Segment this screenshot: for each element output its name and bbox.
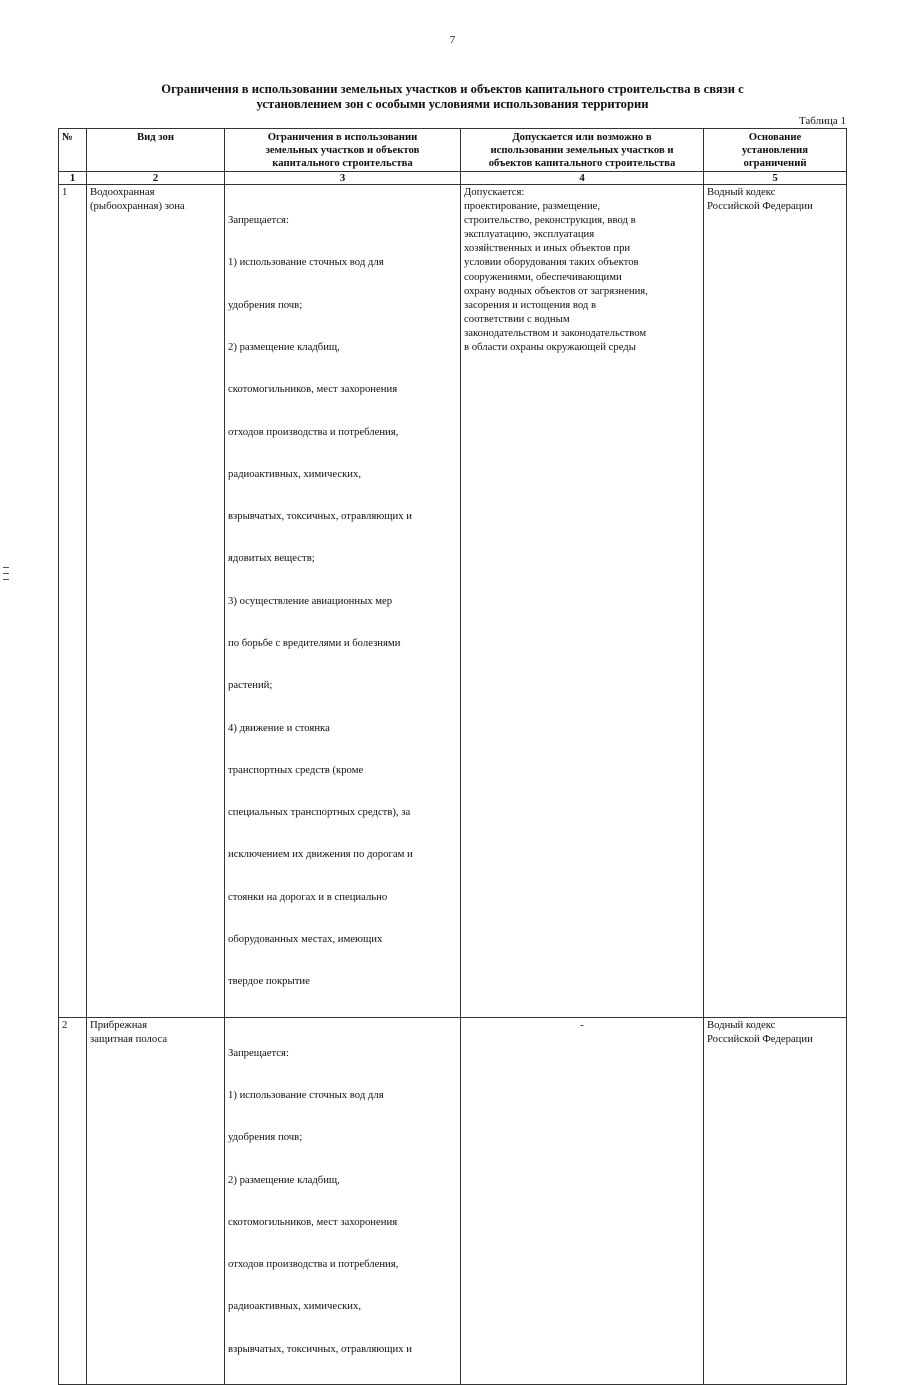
cell-line: сооружениями, обеспечивающими xyxy=(464,270,622,283)
header-restrictions xyxy=(225,129,461,172)
cell-line: Водный кодекс xyxy=(707,1018,776,1031)
cell-line: исключением их движения по дорогам и xyxy=(228,848,413,861)
header-line: ограничений xyxy=(743,157,807,169)
cell-line: 2) размещение кладбищ, xyxy=(228,341,340,354)
header-line: использовании земельных участков и xyxy=(490,144,674,156)
cell-line: Запрещается: xyxy=(228,214,289,227)
header-allowed xyxy=(461,129,704,172)
cell-line: законодательством и законодательством xyxy=(464,326,647,339)
cell-line: хозяйственных и иных объектов при xyxy=(464,242,631,255)
document-title xyxy=(40,82,865,112)
cell-line: скотомогильников, мест захоронения xyxy=(228,1215,398,1228)
cell-line: Водный кодекс xyxy=(707,186,776,198)
cell-line: проектирование, размещение, xyxy=(464,200,601,213)
cell-line: условии оборудования таких объектов xyxy=(464,256,639,269)
table-row xyxy=(59,1017,847,1384)
cell-line: растений; xyxy=(228,679,273,692)
cell-line: соответствии с водным xyxy=(464,312,570,325)
zone-type-cell xyxy=(87,185,225,1018)
cell-line: защитная полоса xyxy=(90,1032,168,1045)
basis-cell xyxy=(704,185,847,1018)
cell-line: взрывчатых, токсичных, отравляющих и xyxy=(228,510,412,523)
cell-line: 2) размещение кладбищ, xyxy=(228,1173,340,1186)
cell-line: удобрения почв; xyxy=(228,298,303,311)
row-number: 2 xyxy=(59,1017,87,1384)
cell-line: эксплуатацию, эксплуатация xyxy=(464,228,595,241)
cell-line: радиоактивных, химических, xyxy=(228,1300,362,1313)
header-line: Допускается или возможно в xyxy=(512,131,652,143)
cell-line: специальных транспортных средств), за xyxy=(228,806,411,819)
cell-line: 3) осуществление авиационных мер xyxy=(228,594,393,607)
table-header-row xyxy=(59,129,847,172)
cell-line: Водоохранная xyxy=(90,186,155,198)
restrictions-cell xyxy=(225,1017,461,1384)
margin-mark xyxy=(3,579,9,580)
header-basis xyxy=(704,129,847,172)
cell-line: (рыбоохранная) зона xyxy=(90,200,185,213)
header-line: установления xyxy=(741,144,809,156)
table-row xyxy=(59,185,847,1018)
cell-line: засорения и истощения вод в xyxy=(464,298,597,311)
cell-line: транспортных средств (кроме xyxy=(228,763,364,776)
margin-mark xyxy=(3,567,9,568)
cell-line: в области охраны окружающей среды xyxy=(464,341,636,354)
cell-line: отходов производства и потребления, xyxy=(228,1258,399,1271)
header-line: объектов капитального строительства xyxy=(488,157,676,169)
title-line-1: Ограничения в использовании земельных участков и объектов капитального строительства в связи с xyxy=(161,82,744,96)
margin-mark xyxy=(3,573,9,574)
header-line: земельных участков и объектов xyxy=(265,144,420,156)
cell-line: радиоактивных, химических, xyxy=(228,467,362,480)
cell-line: по борьбе с вредителями и болезнями xyxy=(228,637,401,649)
column-number: 2 xyxy=(87,172,225,185)
column-number: 1 xyxy=(59,172,87,185)
cell-line: твердое покрытие xyxy=(228,975,310,988)
cell-line: взрывчатых, токсичных, отравляющих и xyxy=(228,1342,412,1355)
column-number: 5 xyxy=(704,172,847,185)
cell-line: отходов производства и потребления, xyxy=(228,425,399,438)
cell-line: 4) движение и стоянка xyxy=(228,721,330,734)
header-line: Основание xyxy=(748,131,802,143)
header-line: капитального строительства xyxy=(272,157,413,169)
cell-line: скотомогильников, мест захоронения xyxy=(228,383,398,396)
page-number: 7 xyxy=(449,34,456,46)
cell-line: Российской Федерации xyxy=(707,200,813,213)
cell-line: стоянки на дорогах и в специально xyxy=(228,890,388,903)
cell-line: удобрения почв; xyxy=(228,1131,303,1144)
title-line-2: установлением зон с особыми условиями использования территории xyxy=(256,97,649,111)
column-number: 4 xyxy=(461,172,704,185)
zone-type-cell xyxy=(87,1017,225,1384)
cell-line: Запрещается: xyxy=(228,1046,289,1059)
cell-line: охрану водных объектов от загрязнения, xyxy=(464,284,648,297)
row-number: 1 xyxy=(59,185,87,1018)
cell-line: 1) использование сточных вод для xyxy=(228,1089,384,1101)
basis-cell xyxy=(704,1017,847,1384)
cell-line: ядовитых веществ; xyxy=(228,552,315,565)
restrictions-table xyxy=(58,128,847,1385)
cell-line: Допускается: xyxy=(464,186,525,198)
table-caption: Таблица 1 xyxy=(798,115,846,127)
cell-line: Прибрежная xyxy=(90,1018,148,1031)
cell-line: Российской Федерации xyxy=(707,1032,813,1045)
cell-line: оборудованных местах, имеющих xyxy=(228,932,383,945)
restrictions-cell xyxy=(225,185,461,1018)
header-zone-type: Вид зон xyxy=(87,129,225,172)
cell-line: 1) использование сточных вод для xyxy=(228,256,384,269)
column-number: 3 xyxy=(225,172,461,185)
column-number-row xyxy=(59,172,847,185)
header-number: № xyxy=(59,129,87,172)
allowed-cell: - xyxy=(461,1017,704,1384)
allowed-cell xyxy=(461,185,704,1018)
header-line: Ограничения в использовании xyxy=(267,131,418,143)
cell-line: строительство, реконструкция, ввод в xyxy=(464,214,636,227)
